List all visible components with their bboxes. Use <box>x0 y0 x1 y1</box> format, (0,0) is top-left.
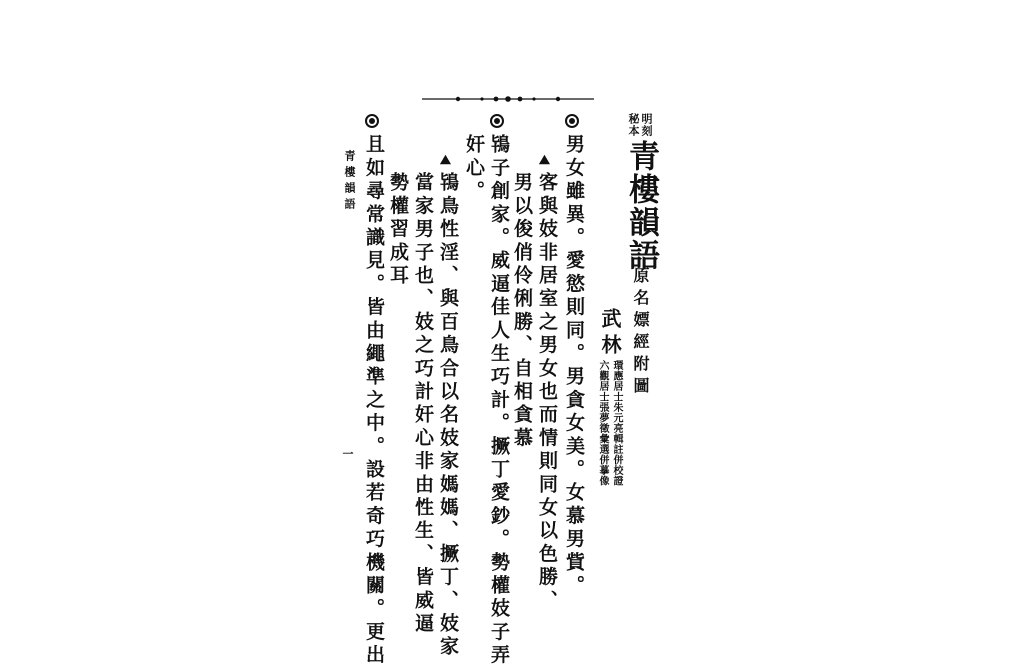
author-line-1: 環應居士朱元亮輯註併校證 <box>611 360 622 486</box>
entry-2-note-2: 當家男子也、妓之巧計奸心非由性生、皆威逼 <box>412 172 434 636</box>
publisher-line-2: 秘本 <box>627 113 640 137</box>
page-number: 一 <box>341 448 354 460</box>
book-subtitle: 原名嫖經附圖 <box>631 267 650 399</box>
margin-book-title: 青樓韻語 <box>343 150 356 214</box>
note-marker-icon: ⛰ <box>539 153 550 168</box>
entry-bullet <box>565 114 579 128</box>
entry-2-note-3: 勢權習成耳 <box>387 172 409 288</box>
entry-1-note-2: 男以俊俏伶俐勝、自相貪慕 <box>511 172 533 451</box>
author-line-2: 六觀居士張夢徵彙選併摹像 <box>597 360 608 486</box>
entry-bullet <box>365 114 379 128</box>
book-title: 青樓韻語 <box>623 140 659 272</box>
note-marker-icon: ⛰ <box>440 153 451 168</box>
entry-2-main-cont: 奸心。 <box>463 134 485 204</box>
entry-1-main: 男女雖異。愛慾則同。男貪女美。女慕男貲。 <box>563 134 585 598</box>
ornamental-border-line <box>422 95 594 103</box>
entry-2-note-1: 鴇鳥性淫、與百鳥合以名妓家媽媽、撅丁、妓家 <box>437 172 459 660</box>
entry-bullet <box>490 114 504 128</box>
publisher-line-1: 明刻 <box>640 113 653 137</box>
author-place: 武林 <box>598 308 622 360</box>
entry-3-main: 且如尋常識見。皆由繩準之中。設若奇巧機關。更出 <box>363 134 385 668</box>
entry-1-note-1: 客與妓非居室之男女也而情則同女以色勝、 <box>536 172 558 613</box>
entry-2-main: 鴇子創家。威逼佳人生巧計。撅丁愛鈔。勢權妓子弄 <box>488 134 510 668</box>
